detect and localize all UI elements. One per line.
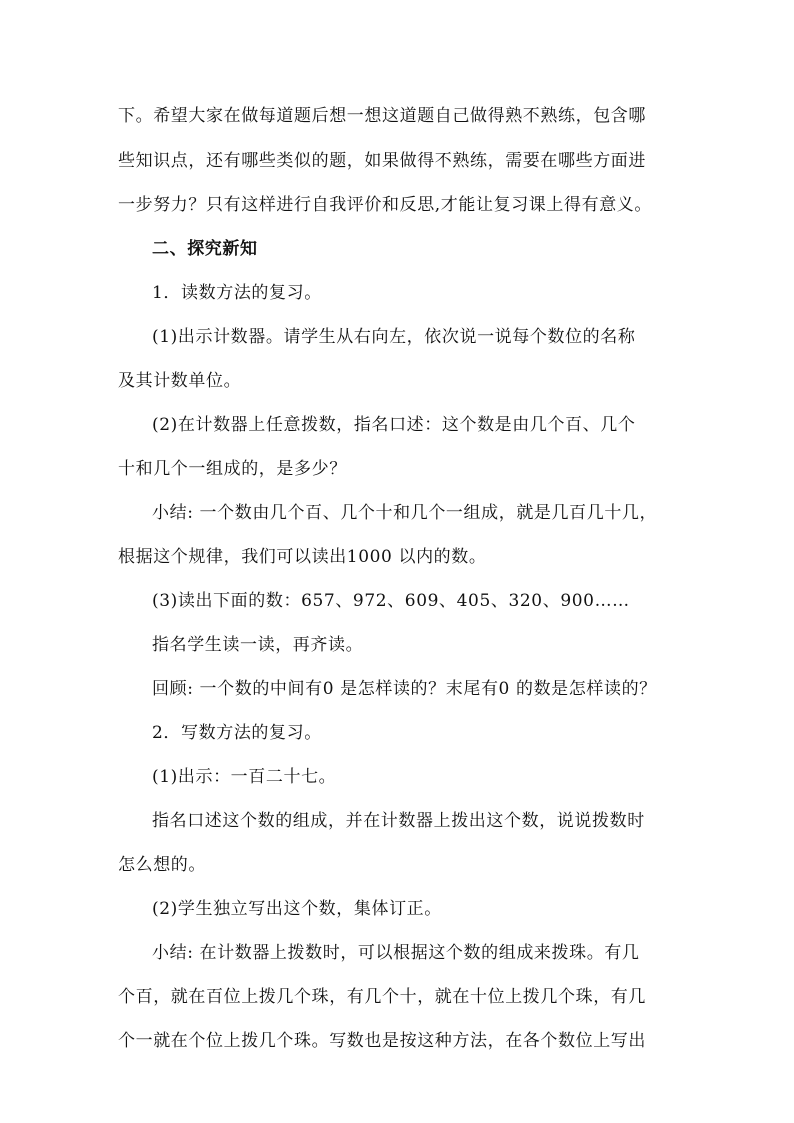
subsection-heading: 1．读数方法的复习。 [152,283,322,303]
paragraph-line: 小结: 在计数器上拨数时，可以根据这个数的组成来拨珠。有几 [152,943,640,963]
paragraph-line: (2)学生独立写出这个数，集体订正。 [152,899,442,919]
paragraph-line: 指名口述这个数的组成，并在计数器上拨出这个数，说说拨数时 [152,811,645,831]
paragraph-line: 根据这个规律，我们可以读出1000 以内的数。 [118,547,487,567]
paragraph-line: 个一就在个位上拨几个珠。写数也是按这种方法，在各个数位上写出 [118,1031,646,1051]
paragraph-line: 下。希望大家在做每道题后想一想这道题自己做得熟不熟练，包含哪 [118,106,646,126]
paragraph-line: (3)读出下面的数：657、972、609、405、320、900…… [152,591,630,611]
section-heading: 二、探究新知 [152,239,258,259]
paragraph-line: 个百，就在百位上拨几个珠，有几个十，就在十位上拨几个珠，有几 [118,987,646,1007]
paragraph-line: (1)出示：一百二十七。 [152,767,337,787]
paragraph-line: 指名学生读一读，再齐读。 [152,635,364,655]
paragraph-line: 一步努力？只有这样进行自我评价和反思,才能让复习课上得有意义。 [118,195,653,215]
paragraph-line: (1)出示计数器。请学生从右向左，依次说一说每个数位的名称 [152,327,636,347]
paragraph-line: 回顾: 一个数的中间有0 是怎样读的？末尾有0 的数是怎样读的？ [152,679,657,699]
paragraph-line: 及其计数单位。 [118,371,242,391]
subsection-heading: 2．写数方法的复习。 [152,723,322,743]
paragraph-line: (2)在计数器上任意拨数，指名口述：这个数是由几个百、几个 [152,415,636,435]
paragraph-line: 十和几个一组成的，是多少？ [118,459,347,479]
paragraph-line: 些知识点，还有哪些类似的题，如果做得不熟练，需要在哪些方面进 [118,151,646,171]
paragraph-line: 怎么想的。 [118,855,206,875]
paragraph-line: 小结: 一个数由几个百、几个十和几个一组成，就是几百几十几， [152,503,658,523]
